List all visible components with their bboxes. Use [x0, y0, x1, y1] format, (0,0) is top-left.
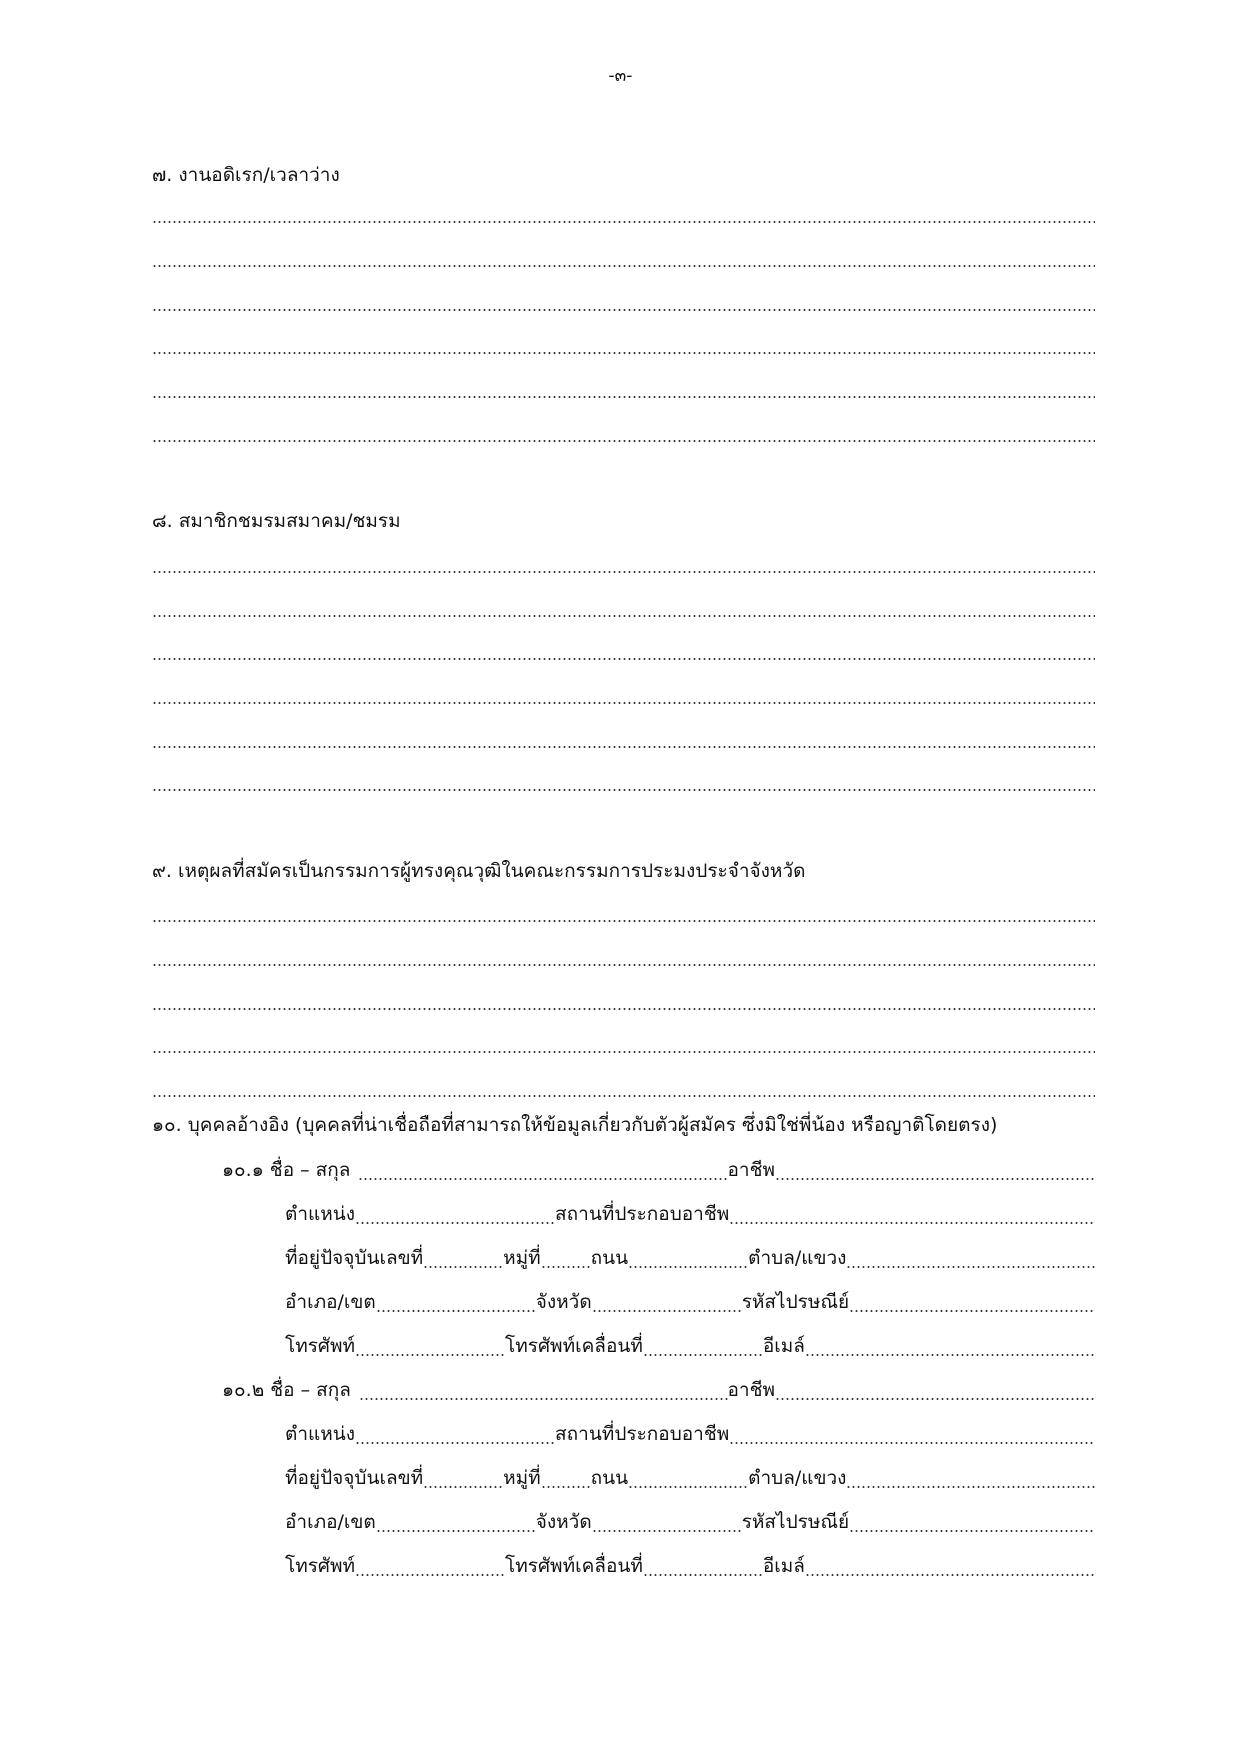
ref-1-email-field[interactable]: [805, 1354, 1095, 1356]
ref-2-name-field[interactable]: [359, 1398, 728, 1400]
ref-2-subdistrict-field[interactable]: [846, 1486, 1095, 1488]
section-7-answer-line[interactable]: [152, 352, 1095, 354]
section-8-answer-line[interactable]: [152, 746, 1095, 748]
ref-2-province-label: จังหวัด: [535, 1511, 592, 1533]
ref-1-email-label: อีเมล์: [762, 1335, 805, 1357]
ref-2-district-row: [285, 1507, 1095, 1537]
section-9-answer-line[interactable]: [152, 1051, 1095, 1053]
ref-2-name-row: [222, 1375, 1095, 1405]
ref-1-mobile-field[interactable]: [643, 1354, 763, 1356]
section-9-title: ๙. เหตุผลที่สมัครเป็นกรรมการผู้ทรงคุณวุฒิในคณะกรรมการประมงประจำจังหวัด: [152, 860, 806, 882]
ref-2-road-label: ถนน: [590, 1467, 629, 1489]
ref-2-work-row: [285, 1419, 1095, 1449]
ref-2-province-field[interactable]: [592, 1530, 742, 1532]
ref-2-phone-field[interactable]: [355, 1574, 505, 1576]
ref-2-moo-field[interactable]: [541, 1486, 591, 1488]
ref-2-name-label: ๑๐.๒ ชื่อ – สกุล: [222, 1379, 351, 1401]
ref-1-province-label: จังหวัด: [535, 1291, 592, 1313]
section-7-answer-line[interactable]: [152, 309, 1095, 311]
section-10-title: ๑๐. บุคคลอ้างอิง (บุคคลที่น่าเชื่อถือที่สามารถให้ข้อมูลเกี่ยวกับตัวผู้สมัคร ซึ่งมิใช่พี่น้อง หรือญาติโดยตรง): [152, 1114, 998, 1136]
ref-2-workplace-field[interactable]: [729, 1442, 1095, 1444]
section-8-answer-line[interactable]: [152, 789, 1095, 791]
ref-1-contact-row: [285, 1331, 1095, 1361]
section-8-answer-line[interactable]: [152, 658, 1095, 660]
ref-2-position-label: ตำแหน่ง: [285, 1423, 356, 1445]
ref-1-phone-field[interactable]: [355, 1354, 505, 1356]
section-7-answer-line[interactable]: [152, 396, 1095, 398]
section-9-answer-line[interactable]: [152, 1095, 1095, 1097]
ref-1-name-label: ๑๐.๑ ชื่อ – สกุล: [222, 1159, 351, 1181]
ref-1-road-label: ถนน: [590, 1247, 629, 1269]
ref-1-subdistrict-label: ตำบล/แขวง: [748, 1247, 847, 1269]
ref-2-road-field[interactable]: [628, 1486, 748, 1488]
ref-1-work-row: [285, 1199, 1095, 1229]
page-number: -๓-: [608, 66, 633, 86]
ref-1-road-field[interactable]: [628, 1266, 748, 1268]
ref-2-address-row: [285, 1463, 1095, 1493]
ref-1-postal-field[interactable]: [849, 1310, 1095, 1312]
ref-2-postal-field[interactable]: [849, 1530, 1095, 1532]
ref-1-name-field[interactable]: [358, 1178, 727, 1180]
ref-2-email-field[interactable]: [805, 1574, 1095, 1576]
ref-1-district-field[interactable]: [376, 1310, 536, 1312]
section-8-answer-line[interactable]: [152, 615, 1095, 617]
ref-1-occupation-label: อาชีพ: [727, 1159, 775, 1181]
ref-2-address-label: ที่อยู่ปัจจุบันเลขที่: [285, 1467, 424, 1489]
ref-2-phone-label: โทรศัพท์: [285, 1555, 356, 1577]
ref-2-contact-row: [285, 1551, 1095, 1581]
ref-2-district-field[interactable]: [376, 1530, 536, 1532]
ref-1-workplace-field[interactable]: [729, 1222, 1095, 1224]
ref-1-workplace-label: สถานที่ประกอบอาชีพ: [555, 1203, 730, 1225]
section-9-answer-line[interactable]: [152, 920, 1095, 922]
ref-2-occupation-field[interactable]: [775, 1398, 1095, 1400]
ref-1-postal-label: รหัสไปรษณีย์: [741, 1291, 850, 1313]
section-7-answer-line[interactable]: [152, 265, 1095, 267]
ref-2-address-field[interactable]: [423, 1486, 503, 1488]
section-7-title: ๗. งานอดิเรก/เวลาว่าง: [152, 164, 340, 186]
ref-1-district-row: [285, 1287, 1095, 1317]
ref-1-phone-label: โทรศัพท์: [285, 1335, 356, 1357]
section-8-answer-line[interactable]: [152, 571, 1095, 573]
ref-1-position-field[interactable]: [355, 1222, 555, 1224]
ref-2-postal-label: รหัสไปรษณีย์: [741, 1511, 850, 1533]
ref-1-address-row: [285, 1243, 1095, 1273]
ref-2-subdistrict-label: ตำบล/แขวง: [748, 1467, 847, 1489]
ref-2-moo-label: หมู่ที่: [503, 1467, 541, 1489]
ref-2-position-field[interactable]: [355, 1442, 555, 1444]
section-7-answer-line[interactable]: [152, 221, 1095, 223]
ref-2-email-label: อีเมล์: [762, 1555, 805, 1577]
ref-2-mobile-label: โทรศัพท์เคลื่อนที่: [505, 1555, 643, 1577]
ref-2-workplace-label: สถานที่ประกอบอาชีพ: [555, 1423, 730, 1445]
section-7-answer-line[interactable]: [152, 440, 1095, 442]
ref-1-subdistrict-field[interactable]: [846, 1266, 1095, 1268]
ref-1-moo-field[interactable]: [541, 1266, 591, 1268]
ref-1-occupation-field[interactable]: [775, 1178, 1095, 1180]
ref-1-moo-label: หมู่ที่: [503, 1247, 541, 1269]
ref-2-occupation-label: อาชีพ: [727, 1379, 775, 1401]
ref-1-province-field[interactable]: [592, 1310, 742, 1312]
ref-1-address-label: ที่อยู่ปัจจุบันเลขที่: [285, 1247, 424, 1269]
section-8-title: ๘. สมาชิกชมรมสมาคม/ชมรม: [152, 510, 401, 532]
ref-2-mobile-field[interactable]: [643, 1574, 763, 1576]
ref-2-district-label: อำเภอ/เขต: [285, 1511, 376, 1533]
ref-1-mobile-label: โทรศัพท์เคลื่อนที่: [505, 1335, 643, 1357]
ref-1-district-label: อำเภอ/เขต: [285, 1291, 376, 1313]
ref-1-name-row: [222, 1155, 1095, 1185]
section-9-answer-line[interactable]: [152, 964, 1095, 966]
section-8-answer-line[interactable]: [152, 702, 1095, 704]
ref-1-address-field[interactable]: [423, 1266, 503, 1268]
ref-1-position-label: ตำแหน่ง: [285, 1203, 356, 1225]
section-9-answer-line[interactable]: [152, 1008, 1095, 1010]
